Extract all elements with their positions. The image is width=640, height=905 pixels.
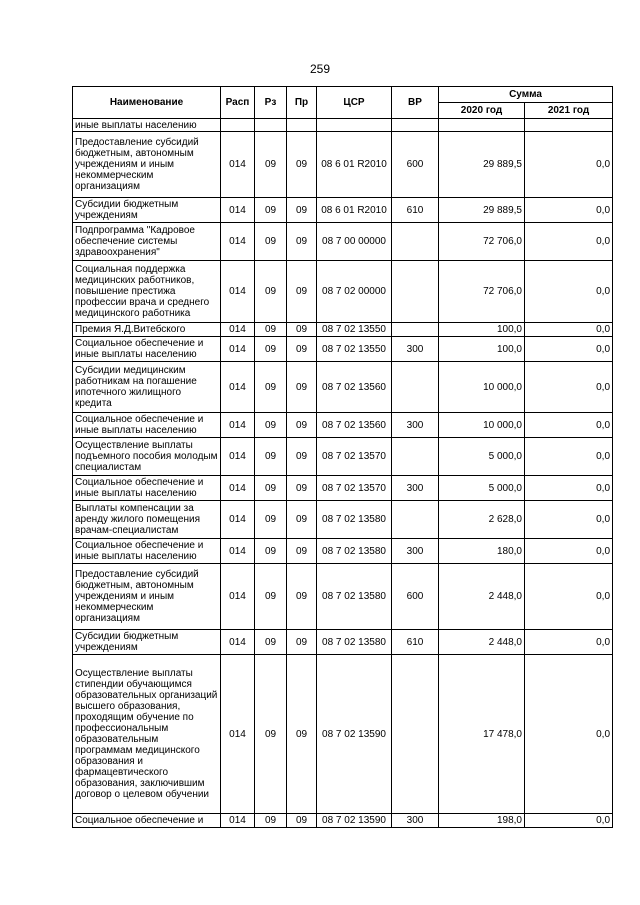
- row-sum-2021: 0,0: [525, 630, 613, 655]
- carry-over-text: иные выплаты населению: [73, 119, 221, 132]
- row-sum-2021: 0,0: [525, 476, 613, 501]
- row-vr: [392, 438, 439, 476]
- row-sum-2021: 0,0: [525, 655, 613, 814]
- header-sum: Сумма: [439, 87, 613, 103]
- header-csr: ЦСР: [317, 87, 392, 119]
- row-pr: 09: [287, 198, 317, 223]
- row-name: Предоставление субсидий бюджетным, автономным учреждениям и иным некоммерческим организациям: [73, 132, 221, 198]
- row-sum-2021: 0,0: [525, 438, 613, 476]
- row-rz: 09: [255, 814, 287, 828]
- row-rasp: 014: [221, 655, 255, 814]
- row-csr: 08 7 02 13560: [317, 362, 392, 413]
- row-vr: [392, 261, 439, 323]
- row-name: Осуществление выплаты стипендии обучающимся образовательных организаций высшего образования, проходящим обучение по профессиональным образовательным программам медицинского образования и фармацевтического образования, заключившим договор о целевом обучении: [73, 655, 221, 814]
- row-pr: 09: [287, 323, 317, 337]
- row-csr: 08 7 02 13570: [317, 476, 392, 501]
- row-vr: 600: [392, 564, 439, 630]
- carry-over-row: [73, 119, 613, 132]
- table-row: [73, 198, 613, 223]
- row-vr: 300: [392, 476, 439, 501]
- row-pr: 09: [287, 438, 317, 476]
- table-row: [73, 323, 613, 337]
- row-vr: 300: [392, 413, 439, 438]
- row-rz: 09: [255, 362, 287, 413]
- row-csr: 08 7 02 13590: [317, 814, 392, 828]
- row-sum-2020: 72 706,0: [439, 223, 525, 261]
- row-name: Социальное обеспечение и иные выплаты населению: [73, 539, 221, 564]
- row-sum-2020: 100,0: [439, 337, 525, 362]
- row-rz: 09: [255, 261, 287, 323]
- table-row: [73, 438, 613, 476]
- row-rasp: 014: [221, 198, 255, 223]
- row-pr: 09: [287, 223, 317, 261]
- row-rz: 09: [255, 501, 287, 539]
- row-vr: 610: [392, 198, 439, 223]
- row-rz: 09: [255, 438, 287, 476]
- row-name: Предоставление субсидий бюджетным, автономным учреждениям и иным некоммерческим организациям: [73, 564, 221, 630]
- table-row: [73, 501, 613, 539]
- row-pr: 09: [287, 362, 317, 413]
- row-sum-2020: 10 000,0: [439, 413, 525, 438]
- row-rz: 09: [255, 223, 287, 261]
- budget-table: [72, 86, 613, 828]
- row-csr: 08 7 02 13590: [317, 655, 392, 814]
- row-csr: 08 7 02 13550: [317, 337, 392, 362]
- row-rasp: 014: [221, 501, 255, 539]
- header-rz: Рз: [255, 87, 287, 119]
- row-pr: 09: [287, 814, 317, 828]
- row-name: Субсидии бюджетным учреждениям: [73, 630, 221, 655]
- row-rz: 09: [255, 539, 287, 564]
- row-rasp: 014: [221, 323, 255, 337]
- row-rasp: 014: [221, 223, 255, 261]
- row-sum-2020: 29 889,5: [439, 132, 525, 198]
- row-name: Премия Я.Д.Витебского: [73, 323, 221, 337]
- row-sum-2021: 0,0: [525, 413, 613, 438]
- row-sum-2021: 0,0: [525, 132, 613, 198]
- table-row: [73, 132, 613, 198]
- row-csr: 08 7 02 13570: [317, 438, 392, 476]
- row-rz: 09: [255, 564, 287, 630]
- row-csr: 08 7 00 00000: [317, 223, 392, 261]
- row-sum-2020: 2 448,0: [439, 564, 525, 630]
- row-rz: 09: [255, 476, 287, 501]
- row-sum-2021: 0,0: [525, 223, 613, 261]
- row-rz: 09: [255, 323, 287, 337]
- row-vr: 610: [392, 630, 439, 655]
- row-rz: 09: [255, 198, 287, 223]
- row-rz: 09: [255, 630, 287, 655]
- table-row: [73, 261, 613, 323]
- table-row: [73, 814, 613, 828]
- row-sum-2020: 2 448,0: [439, 630, 525, 655]
- row-sum-2020: 5 000,0: [439, 438, 525, 476]
- row-vr: [392, 501, 439, 539]
- row-sum-2020: 180,0: [439, 539, 525, 564]
- row-pr: 09: [287, 655, 317, 814]
- row-sum-2020: 10 000,0: [439, 362, 525, 413]
- row-sum-2021: 0,0: [525, 501, 613, 539]
- row-rasp: 014: [221, 564, 255, 630]
- row-sum-2020: 72 706,0: [439, 261, 525, 323]
- row-rasp: 014: [221, 814, 255, 828]
- row-sum-2020: 198,0: [439, 814, 525, 828]
- row-sum-2020: 100,0: [439, 323, 525, 337]
- row-name: Социальное обеспечение и: [73, 814, 221, 828]
- row-sum-2021: 0,0: [525, 261, 613, 323]
- row-vr: 600: [392, 132, 439, 198]
- header-pr: Пр: [287, 87, 317, 119]
- row-sum-2020: 5 000,0: [439, 476, 525, 501]
- header-2020: 2020 год: [439, 103, 525, 119]
- row-pr: 09: [287, 476, 317, 501]
- row-pr: 09: [287, 564, 317, 630]
- row-rasp: 014: [221, 476, 255, 501]
- row-csr: 08 7 02 13550: [317, 323, 392, 337]
- row-rasp: 014: [221, 413, 255, 438]
- row-sum-2021: 0,0: [525, 323, 613, 337]
- row-name: Осуществление выплаты подъемного пособия молодым специалистам: [73, 438, 221, 476]
- row-csr: 08 7 02 13580: [317, 630, 392, 655]
- row-csr: 08 6 01 R2010: [317, 198, 392, 223]
- row-csr: 08 7 02 13580: [317, 539, 392, 564]
- header-rasp: Расп: [221, 87, 255, 119]
- table-row: [73, 223, 613, 261]
- table-row: [73, 655, 613, 814]
- row-csr: 08 7 02 00000: [317, 261, 392, 323]
- row-rasp: 014: [221, 132, 255, 198]
- row-csr: 08 6 01 R2010: [317, 132, 392, 198]
- row-rasp: 014: [221, 261, 255, 323]
- row-pr: 09: [287, 539, 317, 564]
- row-vr: [392, 323, 439, 337]
- row-pr: 09: [287, 501, 317, 539]
- row-rz: 09: [255, 132, 287, 198]
- table-row: [73, 476, 613, 501]
- row-name: Субсидии медицинским работникам на погашение ипотечного жилищного кредита: [73, 362, 221, 413]
- page-number: 259: [309, 62, 331, 76]
- header-name: Наименование: [73, 87, 221, 119]
- row-vr: 300: [392, 814, 439, 828]
- row-sum-2021: 0,0: [525, 198, 613, 223]
- row-rz: 09: [255, 337, 287, 362]
- header-vr: ВР: [392, 87, 439, 119]
- row-name: Подпрограмма "Кадровое обеспечение системы здравоохранения": [73, 223, 221, 261]
- row-name: Социальное обеспечение и иные выплаты населению: [73, 476, 221, 501]
- row-pr: 09: [287, 413, 317, 438]
- row-sum-2021: 0,0: [525, 564, 613, 630]
- table-row: [73, 564, 613, 630]
- row-sum-2021: 0,0: [525, 539, 613, 564]
- row-vr: [392, 655, 439, 814]
- row-pr: 09: [287, 261, 317, 323]
- table-row: [73, 630, 613, 655]
- row-rasp: 014: [221, 362, 255, 413]
- row-csr: 08 7 02 13560: [317, 413, 392, 438]
- row-name: Выплаты компенсации за аренду жилого помещения врачам-специалистам: [73, 501, 221, 539]
- row-vr: [392, 223, 439, 261]
- row-sum-2021: 0,0: [525, 814, 613, 828]
- row-sum-2020: 17 478,0: [439, 655, 525, 814]
- row-rz: 09: [255, 413, 287, 438]
- row-csr: 08 7 02 13580: [317, 501, 392, 539]
- table-row: [73, 337, 613, 362]
- row-vr: 300: [392, 337, 439, 362]
- row-rasp: 014: [221, 539, 255, 564]
- table-body: [73, 119, 613, 828]
- row-csr: 08 7 02 13580: [317, 564, 392, 630]
- row-name: Субсидии бюджетным учреждениям: [73, 198, 221, 223]
- row-rasp: 014: [221, 337, 255, 362]
- row-vr: 300: [392, 539, 439, 564]
- row-pr: 09: [287, 630, 317, 655]
- row-sum-2020: 29 889,5: [439, 198, 525, 223]
- row-pr: 09: [287, 337, 317, 362]
- row-sum-2021: 0,0: [525, 337, 613, 362]
- row-vr: [392, 362, 439, 413]
- row-name: Социальная поддержка медицинских работников, повышение престижа профессии врача и среднего медицинского работника: [73, 261, 221, 323]
- row-name: Социальное обеспечение и иные выплаты населению: [73, 337, 221, 362]
- row-pr: 09: [287, 132, 317, 198]
- header-2021: 2021 год: [525, 103, 613, 119]
- row-rz: 09: [255, 655, 287, 814]
- row-name: Социальное обеспечение и иные выплаты населению: [73, 413, 221, 438]
- row-sum-2021: 0,0: [525, 362, 613, 413]
- row-rasp: 014: [221, 630, 255, 655]
- table-row: [73, 362, 613, 413]
- row-sum-2020: 2 628,0: [439, 501, 525, 539]
- table-row: [73, 539, 613, 564]
- table-row: [73, 413, 613, 438]
- row-rasp: 014: [221, 438, 255, 476]
